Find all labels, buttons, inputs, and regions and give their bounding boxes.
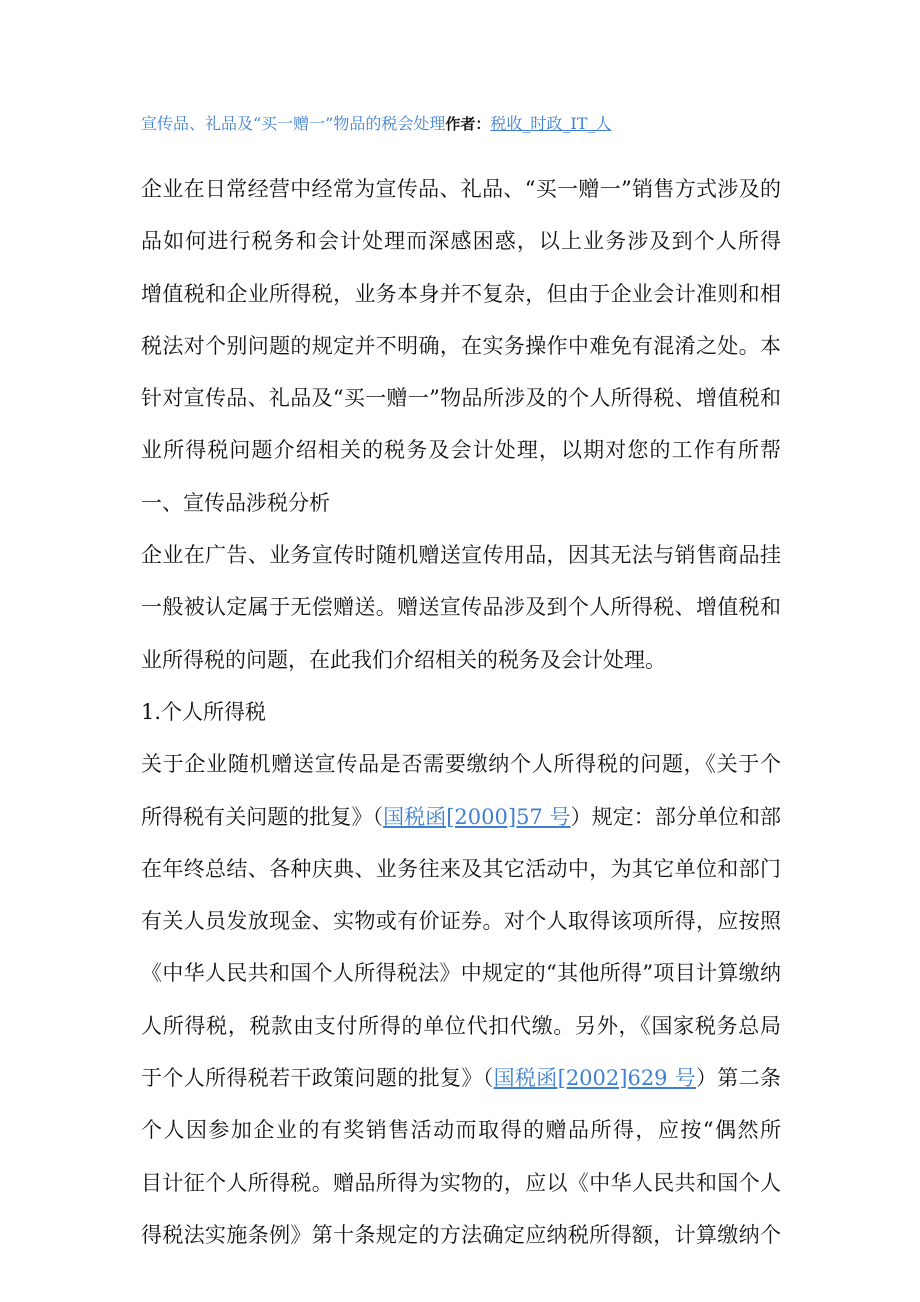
body-line: 业所得税的问题，在此我们介绍相关的税务及会计处理。 bbox=[141, 647, 666, 672]
body-line: 增值税和企业所得税，业务本身并不复杂，但由于企业会计准则和相 bbox=[141, 281, 781, 306]
body-line: 关于企业随机赠送宣传品是否需要缴纳个人所得税的问题，《关于个 bbox=[141, 752, 781, 777]
body-line: 一、宣传品涉税分析 bbox=[141, 490, 330, 515]
body-line: 一般被认定属于无偿赠送。赠送宣传品涉及到个人所得税、增值税和 bbox=[141, 595, 781, 620]
line-text: ）规定：部分单位和部 bbox=[570, 804, 781, 829]
document-reference-link[interactable]: 国税函[2002]629 号 bbox=[493, 1066, 696, 1091]
body-line: 有关人员发放现金、实物或有价证券。对个人取得该项所得，应按照 bbox=[141, 909, 781, 934]
line-text: 于个人所得税若干政策问题的批复》（ bbox=[141, 1066, 494, 1091]
line-text: 所得税有关问题的批复》（ bbox=[141, 804, 384, 829]
body-line: 得税法实施条例》第十条规定的方法确定应纳税所得额，计算缴纳个 bbox=[141, 1222, 781, 1247]
body-line bbox=[141, 791, 781, 843]
article-title-link[interactable]: 宣传品、礼品及“买一赠一”物品的税会处理 bbox=[141, 114, 446, 133]
document-reference-link[interactable]: 国税函[2000]57 号 bbox=[383, 804, 571, 829]
body-line: 目计征个人所得税。赠品所得为实物的，应以《中华人民共和国个人 bbox=[141, 1170, 781, 1195]
line-text: ）第二条 bbox=[695, 1066, 781, 1091]
body-line: 企业在日常经营中经常为宣传品、礼品、“买一赠一”销售方式涉及的 bbox=[141, 177, 781, 201]
body-line: 业所得税问题介绍相关的税务及会计处理，以期对您的工作有所帮 bbox=[141, 438, 781, 463]
body-line: 《中华人民共和国个人所得税法》中规定的“其他所得”项目计算缴纳 bbox=[141, 961, 781, 986]
body-line: 人所得税，税款由支付所得的单位代扣代缴。另外，《国家税务总局 bbox=[141, 1013, 781, 1038]
body-line: 企业在广告、业务宣传时随机赠送宣传用品，因其无法与销售商品挂 bbox=[141, 543, 781, 568]
author-link[interactable]: 税收_时政_IT_人 bbox=[490, 114, 612, 133]
author-label: 作者： bbox=[445, 115, 491, 133]
body-line: 1.个人所得税 bbox=[141, 699, 267, 724]
article-body bbox=[141, 163, 781, 1261]
body-line: 税法对个别问题的规定并不明确，在实务操作中难免有混淆之处。本 bbox=[141, 333, 781, 358]
body-line: 个人因参加企业的有奖销售活动而取得的赠品所得，应按“偶然所 bbox=[141, 1118, 781, 1143]
body-line: 针对宣传品、礼品及“买一赠一”物品所涉及的个人所得税、增值税和 bbox=[141, 386, 781, 411]
body-line bbox=[141, 1052, 781, 1104]
article-header bbox=[141, 113, 841, 135]
body-line: 在年终总结、各种庆典、业务往来及其它活动中，为其它单位和部门 bbox=[141, 856, 781, 881]
body-line: 品如何进行税务和会计处理而深感困惑，以上业务涉及到个人所得 bbox=[141, 229, 781, 254]
